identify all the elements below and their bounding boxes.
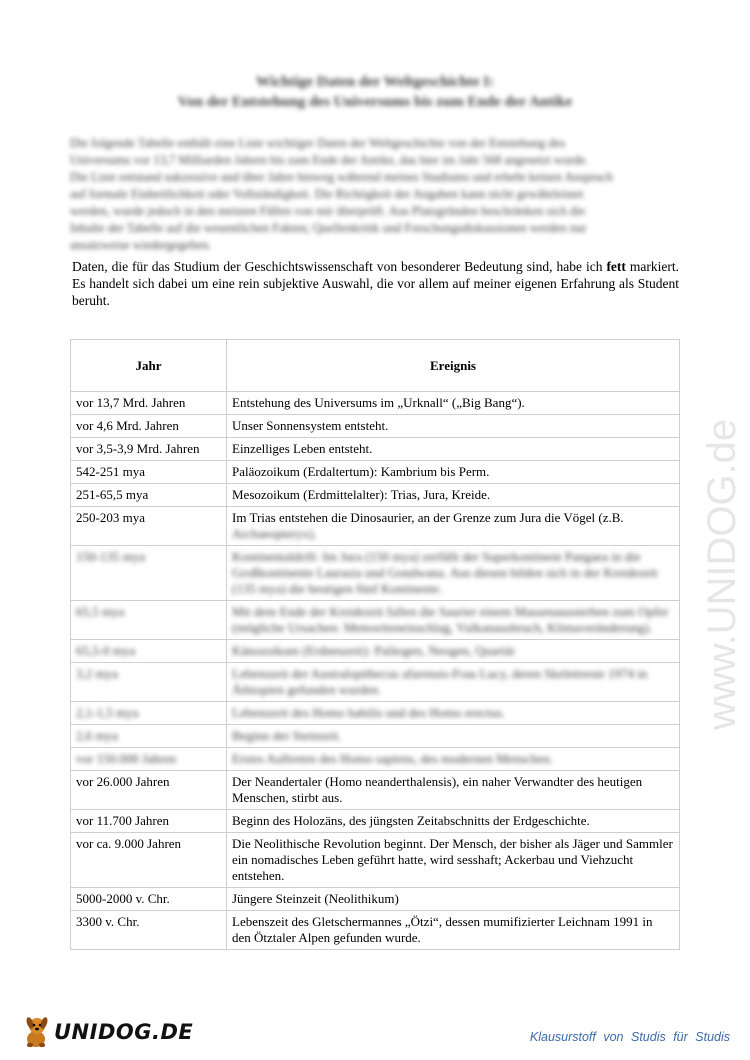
- year-cell: vor ca. 9.000 Jahren: [71, 833, 227, 888]
- year-cell: vor 4,6 Mrd. Jahren: [71, 415, 227, 438]
- event-text: Erstes Auftreten des Homo sapiens, des modernen Menschen.: [232, 751, 553, 766]
- event-text: Lebenszeit der Australopithecus afarensis-Frau Lucy, deren Skelettreste 1974 in Äthiopien gefunden wurden.: [232, 666, 648, 697]
- events-table: [70, 339, 680, 950]
- event-cell: [227, 911, 680, 950]
- header-year: Jahr: [71, 340, 227, 392]
- year-cell: vor 13,7 Mrd. Jahren: [71, 392, 227, 415]
- event-text: Lebenszeit des Homo habilis und des Homo erectus.: [232, 705, 505, 720]
- table-row: [71, 484, 680, 507]
- event-text: Der Neandertaler (Homo neanderthalensis), ein naher Verwandter des heutigen Menschen, stirbt aus.: [232, 774, 643, 805]
- year-cell: vor 3,5-3,9 Mrd. Jahren: [71, 438, 227, 461]
- event-text: Unser Sonnensystem entsteht.: [232, 418, 389, 433]
- event-cell: [227, 725, 680, 748]
- dog-mascot-icon: [22, 1015, 52, 1049]
- year-cell: 65,5 mya: [71, 601, 227, 640]
- event-text: Mesozoikum (Erdmittelalter): Trias, Jura, Kreide.: [232, 487, 491, 502]
- year-cell: 3,2 mya: [71, 663, 227, 702]
- year-cell: vor 150.000 Jahren: [71, 748, 227, 771]
- document-title: [70, 72, 680, 112]
- year-cell: 2,6 mya: [71, 725, 227, 748]
- table-row: [71, 748, 680, 771]
- event-cell: [227, 484, 680, 507]
- event-cell: [227, 461, 680, 484]
- event-text: Im Trias entstehen die Dinosaurier, an der Grenze zum Jura die Vögel (z.B.: [232, 510, 624, 525]
- table-row: [71, 546, 680, 601]
- event-cell: [227, 392, 680, 415]
- event-text: Einzelliges Leben entsteht.: [232, 441, 373, 456]
- table-row: [71, 810, 680, 833]
- year-cell: vor 26.000 Jahren: [71, 771, 227, 810]
- event-cell: [227, 415, 680, 438]
- table-row: [71, 461, 680, 484]
- intro-line: ansatzweise wiedergegeben.: [70, 238, 212, 252]
- event-text: Mit dem Ende der Kreidezeit fallen die Saurier einem Massenaussterben zum Opfer (mögliche Ursachen: Meteoriteneinschlag, Vulkanausbruch, Klimaveränderung).: [232, 604, 669, 635]
- note-text-2: markiert. Es handelt sich dabei um eine rein subjektive Auswahl, die vor allem auf meiner eigenen Erfahrung als Student beruht.: [72, 259, 679, 308]
- intro-line: Die Liste entstand sukzessive und über Jahre hinweg während meines Studiums und erhebt keinen Anspruch: [70, 170, 613, 184]
- event-cell: [227, 640, 680, 663]
- event-cell: [227, 888, 680, 911]
- note-text-1: Daten, die für das Studium der Geschichtswissenschaft von besonderer Bedeutung sind, habe ich: [72, 259, 607, 274]
- title-line-2: Von der Entstehung des Universums bis zum Ende der Antike: [177, 94, 573, 110]
- table-header-row: [71, 340, 680, 392]
- event-text: Känozoikum (Erdneuzeit): Paläogen, Neogen, Quartär: [232, 643, 516, 658]
- event-cell: [227, 601, 680, 640]
- table-row: [71, 702, 680, 725]
- year-cell: 65,5-0 mya: [71, 640, 227, 663]
- table-row: [71, 725, 680, 748]
- event-cell: [227, 438, 680, 461]
- event-text: Entstehung des Universums im „Urknall“ („Big Bang“).: [232, 395, 525, 410]
- year-cell: 3300 v. Chr.: [71, 911, 227, 950]
- event-cell: [227, 507, 680, 546]
- event-cell: [227, 702, 680, 725]
- event-cell: [227, 663, 680, 702]
- year-cell: vor 11.700 Jahren: [71, 810, 227, 833]
- logo-text: UNIDOG.DE: [54, 1020, 194, 1044]
- table-body: [71, 392, 680, 950]
- intro-paragraph: [70, 135, 680, 254]
- intro-line: auf formale Einheitlichkeit oder Vollständigkeit. Die Richtigkeit der Angaben kann nicht gewährleistet: [70, 187, 584, 201]
- event-text: Beginn der Steinzeit.: [232, 728, 342, 743]
- event-cell: [227, 810, 680, 833]
- table-row: [71, 640, 680, 663]
- intro-line: Inhalte der Tabelle auf die wesentlichen Fakten; Quellenkritik und Forschungsdiskussionen werden nur: [70, 221, 587, 235]
- selection-note-paragraph: [72, 258, 679, 309]
- table-row: [71, 392, 680, 415]
- year-cell: 150-135 mya: [71, 546, 227, 601]
- event-cell: [227, 748, 680, 771]
- year-cell: 251-65,5 mya: [71, 484, 227, 507]
- table-row: [71, 507, 680, 546]
- year-cell: 2,1-1,5 mya: [71, 702, 227, 725]
- event-text: Paläozoikum (Erdaltertum): Kambrium bis Perm.: [232, 464, 490, 479]
- table-row: [71, 771, 680, 810]
- intro-line: Die folgende Tabelle enthält eine Liste wichtiger Daten der Weltgeschichte von der Entstehung des: [70, 136, 566, 150]
- event-cell: [227, 833, 680, 888]
- site-watermark: www.UNIDOG.de: [700, 418, 744, 730]
- event-cell: [227, 546, 680, 601]
- event-text: Die Neolithische Revolution beginnt. Der Mensch, der bisher als Jäger und Sammler ein nomadisches Leben geführt hatte, wird sesshaft; Ackerbau und Viehzucht entstehen.: [232, 836, 673, 883]
- year-cell: 542-251 mya: [71, 461, 227, 484]
- table-row: [71, 833, 680, 888]
- intro-line: werden, wurde jedoch in den meisten Fällen von mir überprüft. Aus Platzgründen beschränken sich die: [70, 204, 586, 218]
- unidog-logo[interactable]: [22, 1015, 193, 1049]
- year-cell: 5000-2000 v. Chr.: [71, 888, 227, 911]
- event-text-continued: Archaeopteryx).: [232, 526, 317, 541]
- table-row: [71, 438, 680, 461]
- title-line-1: Wichtige Daten der Weltgeschichte I:: [255, 74, 495, 90]
- table-row: [71, 911, 680, 950]
- table-row: [71, 601, 680, 640]
- event-text: Lebenszeit des Gletschermannes „Ötzi“, dessen mumifizierter Leichnam 1991 in den Ötztaler Alpen gefunden wurde.: [232, 914, 653, 945]
- table-row: [71, 663, 680, 702]
- event-text: Jüngere Steinzeit (Neolithikum): [232, 891, 399, 906]
- year-cell: 250-203 mya: [71, 507, 227, 546]
- note-bold-word: fett: [606, 259, 626, 274]
- table-row: [71, 415, 680, 438]
- event-text: Beginn des Holozäns, des jüngsten Zeitabschnitts der Erdgeschichte.: [232, 813, 590, 828]
- footer-tagline: Klausurstoff von Studis für Studis: [529, 1030, 730, 1044]
- header-event: Ereignis: [227, 340, 680, 392]
- event-text: Kontinentaldrift: Im Jura (150 mya) zerfällt der Superkontinent Pangaea in die Großkontinente Laurasia und Gondwana. Aus diesen bilden sich in der Kreidezeit (135 mya) die heutigen fünf Kontinente.: [232, 549, 658, 596]
- event-cell: [227, 771, 680, 810]
- table-row: [71, 888, 680, 911]
- intro-line: Universums vor 13,7 Milliarden Jahren bis zum Ende der Antike, das hier im Jahr 568 angesetzt wurde.: [70, 153, 589, 167]
